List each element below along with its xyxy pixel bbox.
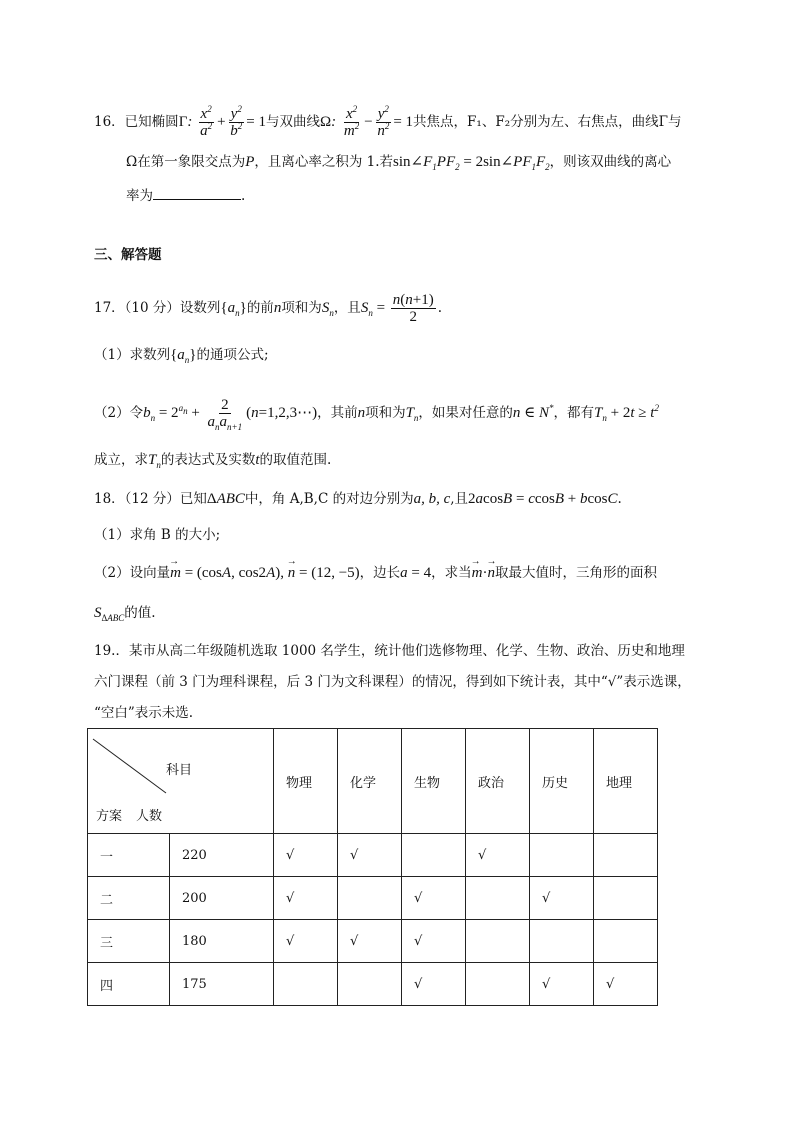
mark-cell bbox=[466, 920, 530, 963]
q16-line1 bbox=[94, 106, 681, 139]
q18-part2 bbox=[94, 563, 657, 583]
dot-product: → m·→ n bbox=[472, 565, 495, 581]
q17-text: （2）令 bbox=[94, 404, 144, 421]
hyperbola-equation: Ω: $\frac{x^2}{m^2}$ − $\frac{y^2}{n^2}$ = 1 bbox=[319, 104, 414, 139]
q19-line2: 六门课程（前 3 门为理科课程，后 3 门为文科课程）的情况，得到如下统计表，其中“√”表示选课， bbox=[94, 674, 691, 690]
ellipse-equation: Γ: $\frac{x^2}{a^2}$ + $\frac{y^2}{b^2}$ = 1 bbox=[178, 104, 266, 139]
mark-cell bbox=[338, 877, 402, 920]
mark-cell: √ bbox=[274, 920, 338, 963]
seq-an: $\{a_n\}$ bbox=[170, 347, 197, 365]
var-t: t bbox=[255, 452, 260, 468]
q18-text: ,且 bbox=[450, 491, 469, 507]
q16-line2 bbox=[126, 152, 671, 172]
course-selection-table bbox=[87, 728, 658, 1006]
q17-text: 的通项公式; bbox=[196, 347, 269, 363]
q18-text: 中，角 A,B,C 的对边分别为 bbox=[244, 491, 414, 507]
q17-text: ，都有 bbox=[553, 404, 595, 421]
header-subject-label: 科目 bbox=[166, 763, 193, 778]
table-row bbox=[88, 920, 658, 963]
q17-text: . bbox=[437, 299, 443, 316]
answer-blank[interactable] bbox=[153, 187, 241, 200]
mark-cell bbox=[594, 920, 658, 963]
q16-text: 与双曲线 bbox=[265, 113, 320, 130]
cosine-equation: 2acosB = ccosB + bcosC bbox=[468, 491, 618, 507]
bn-definition: $b_n = 2^{a_n}$ + $\frac{2}{a_na_{n+1}}$ (n=1,2,3⋯) bbox=[143, 397, 318, 432]
q18-text: ，边长 bbox=[359, 565, 401, 581]
q16-text: ，且离心率之积为 1.若 bbox=[254, 154, 394, 170]
q17-text: ，且 bbox=[333, 299, 361, 316]
q17-text: 的表达式及实数 bbox=[160, 452, 256, 468]
mark-cell bbox=[530, 834, 594, 877]
q17-text: 的取值范围. bbox=[259, 452, 332, 468]
sides: a, b, c bbox=[413, 491, 451, 507]
mark-cell bbox=[274, 963, 338, 1006]
section-title: 三、解答题 bbox=[94, 247, 162, 263]
q17-text: ，如果对任意的 bbox=[418, 404, 513, 421]
q17-text: （1）求数列 bbox=[94, 347, 171, 363]
subject-header: 物理 bbox=[274, 729, 338, 834]
subject-header: 地理 bbox=[594, 729, 658, 834]
q18-text: 取最大值时，三角形的面积 bbox=[494, 565, 657, 581]
table-row bbox=[88, 877, 658, 920]
count-cell: 220 bbox=[170, 834, 274, 877]
subject-header: 历史 bbox=[530, 729, 594, 834]
count-cell: 175 bbox=[170, 963, 274, 1006]
header-count-label: 人数 bbox=[136, 809, 163, 824]
plan-cell: 一 bbox=[88, 834, 170, 877]
sine-condition: $\sin\angle F_1PF_2$ = $2\sin\angle PF_1F_2$ bbox=[393, 154, 550, 172]
var-tn: $T_n$ bbox=[405, 404, 419, 423]
mark-cell bbox=[466, 963, 530, 1006]
q17-text: 的前 bbox=[246, 299, 274, 316]
mark-cell: √ bbox=[530, 963, 594, 1006]
triangle: ΔABC bbox=[206, 491, 245, 507]
var-n: n bbox=[357, 404, 366, 421]
q16-line3: 率为 . bbox=[126, 188, 246, 204]
plan-cell: 三 bbox=[88, 920, 170, 963]
q17-text: 项和为 bbox=[281, 299, 322, 316]
q17-part2 bbox=[94, 397, 659, 430]
q16-text: 16．已知椭圆 bbox=[94, 113, 179, 130]
area-symbol: $S_{\Delta ABC}$ bbox=[94, 605, 125, 623]
q17-text: ，其前 bbox=[317, 404, 358, 421]
q18-text: 的值. bbox=[124, 605, 156, 621]
mark-cell bbox=[594, 834, 658, 877]
sn-formula: $S_n$ = $\frac{n(n+1)}{2}$ bbox=[360, 292, 434, 325]
mark-cell: √ bbox=[466, 834, 530, 877]
q18-part2-cont bbox=[94, 603, 156, 623]
q18-text: ，求当 bbox=[431, 565, 472, 581]
q18-intro bbox=[94, 489, 622, 509]
var-n: n bbox=[273, 299, 282, 316]
q18-text: 18．（12 分）已知 bbox=[94, 491, 207, 507]
mark-cell bbox=[530, 920, 594, 963]
inequality: $T_n + 2t \ge t^2$ bbox=[594, 402, 659, 423]
var-sn: $S_n$ bbox=[321, 299, 334, 318]
point-p: P bbox=[245, 154, 255, 170]
diagonal-header-cell bbox=[88, 729, 274, 834]
mark-cell bbox=[594, 877, 658, 920]
domain: n ∈ N* bbox=[512, 402, 554, 421]
q19-line1: 19.．某市从高二年级随机选取 1000 名学生，统计他们选修物理、化学、生物、政治、历史和地理 bbox=[94, 643, 685, 659]
plan-cell: 二 bbox=[88, 877, 170, 920]
q19-line3: “空白”表示未选. bbox=[94, 705, 194, 721]
plan-cell: 四 bbox=[88, 963, 170, 1006]
q17-part1 bbox=[94, 345, 269, 365]
q17-text: 17．（10 分）设数列 bbox=[94, 299, 221, 316]
q17-text: 成立，求 bbox=[94, 452, 148, 468]
mark-cell: √ bbox=[338, 834, 402, 877]
mark-cell bbox=[338, 963, 402, 1006]
var-tn: $T_n$ bbox=[148, 452, 161, 470]
mark-cell: √ bbox=[338, 920, 402, 963]
count-cell: 180 bbox=[170, 920, 274, 963]
q17-text: 项和为 bbox=[365, 404, 406, 421]
mark-cell: √ bbox=[402, 963, 466, 1006]
subject-header: 生物 bbox=[402, 729, 466, 834]
subject-header: 化学 bbox=[338, 729, 402, 834]
q16-text: 共焦点，F₁、F₂分别为左、右焦点，曲线Γ与 bbox=[413, 113, 682, 130]
side-a: a = 4 bbox=[400, 565, 432, 581]
q17-intro bbox=[94, 292, 442, 325]
mark-cell: √ bbox=[274, 834, 338, 877]
vectors: → m = (cosA, cos2A), → n = (12, −5) bbox=[170, 565, 360, 581]
q18-text: （2）设向量 bbox=[94, 565, 171, 581]
mark-cell: √ bbox=[274, 877, 338, 920]
table-row bbox=[88, 834, 658, 877]
count-cell: 200 bbox=[170, 877, 274, 920]
table-row bbox=[88, 963, 658, 1006]
q18-text: . bbox=[617, 491, 622, 507]
q16-text: ，则该双曲线的离心 bbox=[549, 154, 672, 170]
mark-cell bbox=[466, 877, 530, 920]
table-header-row bbox=[88, 729, 658, 834]
mark-cell: √ bbox=[402, 877, 466, 920]
seq-an: $\{a_n\}$ bbox=[220, 299, 247, 318]
q18-part1: （1）求角 B 的大小; bbox=[94, 527, 221, 543]
header-plan-label: 方案 bbox=[96, 809, 123, 824]
mark-cell: √ bbox=[402, 920, 466, 963]
q17-part2-cont bbox=[94, 450, 331, 470]
subject-header: 政治 bbox=[466, 729, 530, 834]
q16-text: Ω在第一象限交点为 bbox=[126, 154, 246, 170]
mark-cell: √ bbox=[594, 963, 658, 1006]
mark-cell bbox=[402, 834, 466, 877]
q16-text: 率为 bbox=[126, 188, 153, 204]
mark-cell: √ bbox=[530, 877, 594, 920]
